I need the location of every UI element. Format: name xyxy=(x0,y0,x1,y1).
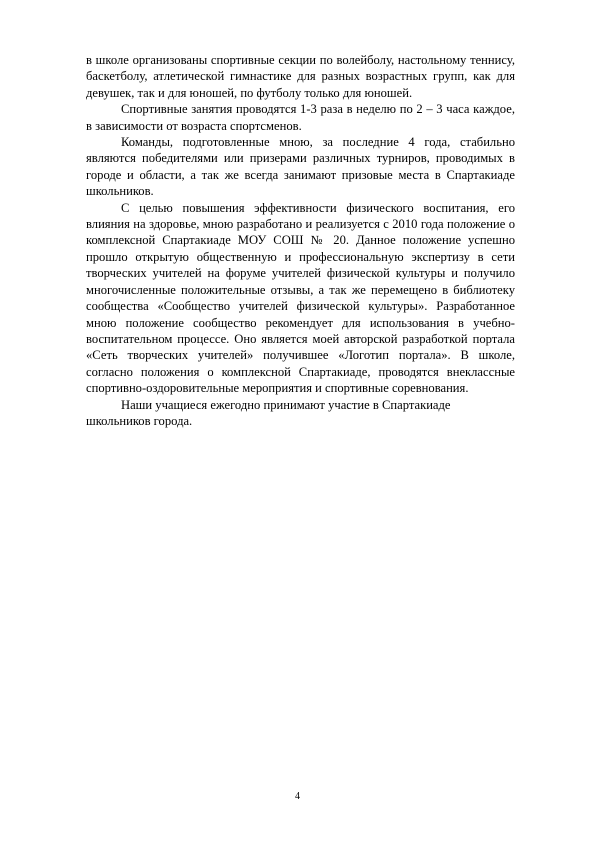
paragraph-spartakiad-regulation: С целью повышения эффективности физического воспитания, его влияния на здоровье, мною разработано и реализуется с 2010 года положение о комплексной Спартакиаде МОУ СОШ № 20. Данное положение успешно прошло открытую общественную и профессиональную экспертизу в сети творческих учителей на форуме учителей физической культуры и получило многочисленные положительные отзывы, а так же перемещено в библиотеку сообщества «Сообщество учителей физической культуры». Разработанное мною положение сообщество рекомендует для использования в учебно-воспитательном процессе. Оно является моей авторской разработкой портала «Сеть творческих учителей» получившее «Логотип портала». В школе, согласно положения о комплексной Спартакиаде, проводятся внеклассные спортивно-оздоровительные мероприятия и спортивные соревнования. xyxy=(86,200,515,396)
paragraph-sports-sections: в школе организованы спортивные секции по волейболу, настольному теннису, баскетболу, атлетической гимнастике для разных возрастных групп, как для девушек, так и для юношей, по футболу только для юношей. xyxy=(86,53,515,100)
paragraph-training-schedule: Спортивные занятия проводятся 1-3 раза в неделю по 2 – 3 часа каждое, в зависимости от возраста спортсменов. xyxy=(86,102,515,133)
paragraph-team-achievements: Команды, подготовленные мною, за последние 4 года, стабильно являются победителями или призерами различных турниров, проводимых в городе и области, а так же всегда занимают призовые места в Спартакиаде школьников. xyxy=(86,135,515,199)
body-text xyxy=(86,52,515,429)
page-number: 4 xyxy=(295,791,300,802)
paragraph-city-spartakiad: Наши учащиеся ежегодно принимают участие в Спартакиаде школьников города. xyxy=(86,397,451,428)
